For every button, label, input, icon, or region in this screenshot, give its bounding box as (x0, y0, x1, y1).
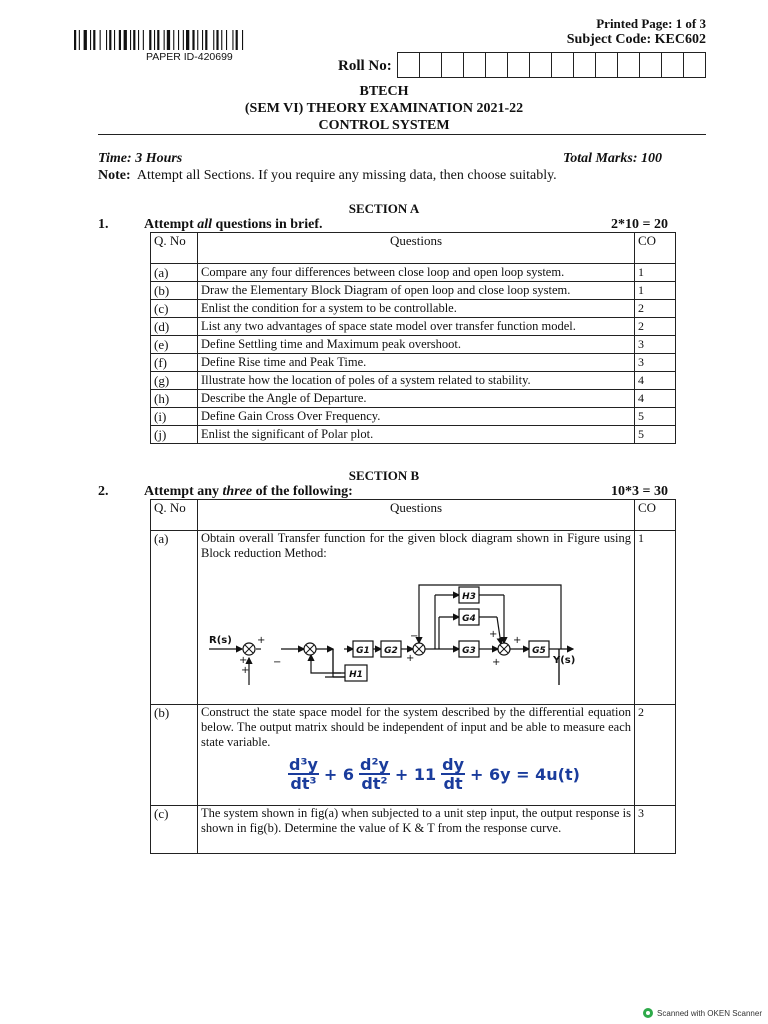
numerator: d³y (289, 755, 318, 774)
question-text: Define Rise time and Peak Time. (198, 354, 635, 372)
table-row (151, 282, 676, 300)
header-divider (98, 134, 706, 135)
table-row (151, 336, 676, 354)
scanner-text: Scanned with OKEN Scanner (657, 1008, 762, 1018)
question-co: 5 (635, 408, 676, 426)
sign: − (410, 631, 419, 642)
question-no: (c) (151, 806, 198, 854)
question-no: (i) (151, 408, 198, 426)
operator: + 11 (394, 764, 437, 784)
denominator: dt² (361, 774, 388, 793)
note-text: Attempt all Sections. If you require any missing data, then choose suitably. (136, 168, 557, 183)
block-g4: G4 (462, 614, 476, 624)
question-no: (h) (151, 390, 198, 408)
block-g2: G2 (384, 646, 398, 656)
question-text: Construct the state space model for the system described by the differential equation below. The output matrix should be independent of input and be able to measure each state variable. (201, 705, 631, 749)
operator: + 6 (323, 764, 354, 784)
question-co: 1 (635, 282, 676, 300)
table-row (151, 531, 676, 705)
question-2-marks: 10*3 = 30 (611, 484, 668, 499)
section-a-title: SECTION A (348, 201, 420, 216)
question-no: (f) (151, 354, 198, 372)
col-header-questions: Questions (198, 500, 635, 531)
paper-id: PAPER ID-420699 (146, 51, 233, 63)
question-1-marks: 2*10 = 20 (611, 217, 668, 232)
heading-text: of the following: (252, 484, 353, 499)
question-2-heading (144, 484, 353, 500)
col-header-questions: Questions (198, 233, 635, 264)
section-a-table (150, 232, 676, 444)
numerator: dy (442, 755, 465, 774)
roll-no-boxes[interactable] (398, 52, 706, 78)
roll-no-label: Roll No: (338, 58, 392, 74)
col-header-co: CO (635, 233, 676, 264)
roll-no-box[interactable] (419, 52, 442, 78)
subject-title: CONTROL SYSTEM (318, 118, 450, 133)
question-text: Obtain overall Transfer function for the given block diagram shown in Figure using Block reduction Method: (201, 531, 631, 560)
sign: + (406, 653, 415, 664)
differential-equation (286, 756, 631, 792)
roll-no-box[interactable] (551, 52, 574, 78)
question-co: 3 (635, 806, 676, 854)
heading-text: Attempt any (144, 484, 223, 499)
question-text: Draw the Elementary Block Diagram of open loop and close loop system. (198, 282, 635, 300)
heading-text: questions in brief. (212, 217, 323, 232)
subject-code: Subject Code: KEC602 (566, 32, 706, 47)
section-b-table (150, 499, 676, 854)
fraction (359, 756, 390, 792)
diagram-output-label: Y(s) (553, 655, 576, 666)
roll-no-box[interactable] (529, 52, 552, 78)
table-row (151, 408, 676, 426)
table-row (151, 806, 676, 854)
question-cell (198, 705, 635, 806)
note-line (98, 168, 557, 184)
barcode-image (74, 30, 300, 50)
block-g1: G1 (356, 646, 370, 656)
question-no: (d) (151, 318, 198, 336)
diagram-input-label: R(s) (209, 635, 232, 646)
question-no: (a) (151, 264, 198, 282)
roll-no-box[interactable] (573, 52, 596, 78)
roll-no-box[interactable] (441, 52, 464, 78)
table-row (151, 372, 676, 390)
col-header-no: Q. No (151, 233, 198, 264)
numerator: d²y (360, 755, 389, 774)
block-g5: G5 (532, 646, 546, 656)
roll-no-box[interactable] (617, 52, 640, 78)
question-co: 2 (635, 318, 676, 336)
sign: + (489, 629, 498, 640)
question-no: (j) (151, 426, 198, 444)
question-1-heading (144, 217, 323, 233)
roll-no-box[interactable] (639, 52, 662, 78)
question-co: 2 (635, 300, 676, 318)
table-row (151, 300, 676, 318)
question-co: 5 (635, 426, 676, 444)
fraction (288, 756, 319, 792)
exam-title: (SEM VI) THEORY EXAMINATION 2021-22 (244, 101, 524, 116)
question-text: The system shown in fig(a) when subjected to a unit step input, the output response is shown in fig(b). Determine the value of K & T from the response curve. (201, 806, 631, 835)
scanner-logo-icon (643, 1008, 653, 1018)
col-header-co: CO (635, 500, 676, 531)
question-co: 2 (635, 705, 676, 806)
question-text: Define Gain Cross Over Frequency. (198, 408, 635, 426)
program-title: BTECH (359, 84, 409, 99)
sign: − (273, 657, 282, 668)
roll-no-box[interactable] (463, 52, 486, 78)
operator: + 6y = 4u(t) (470, 764, 580, 784)
question-no: (b) (151, 705, 198, 806)
question-cell (198, 531, 635, 705)
table-row (151, 318, 676, 336)
block-diagram (201, 565, 621, 685)
heading-emphasis: three (222, 484, 253, 499)
question-text: Illustrate how the location of poles of a system related to stability. (198, 372, 635, 390)
block-g3: G3 (462, 646, 476, 656)
table-row (151, 705, 676, 806)
question-co: 1 (635, 264, 676, 282)
heading-emphasis: all (197, 217, 213, 232)
question-text: Compare any four differences between close loop and open loop system. (198, 264, 635, 282)
roll-no-box[interactable] (397, 52, 420, 78)
sign: + (492, 657, 501, 668)
question-co: 4 (635, 390, 676, 408)
question-co: 3 (635, 354, 676, 372)
table-row (151, 264, 676, 282)
sign: + (257, 635, 266, 646)
sign: + (241, 665, 250, 676)
heading-text: Attempt (144, 217, 198, 232)
sign: + (239, 655, 248, 666)
question-text: Enlist the significant of Polar plot. (198, 426, 635, 444)
table-row (151, 426, 676, 444)
section-b-title: SECTION B (348, 468, 420, 483)
question-text: Describe the Angle of Departure. (198, 390, 635, 408)
question-2-number: 2. (98, 484, 109, 499)
question-co: 1 (635, 531, 676, 705)
roll-no-box[interactable] (595, 52, 618, 78)
question-no: (a) (151, 531, 198, 705)
time-label: Time: 3 Hours (98, 151, 183, 166)
note-label: Note: (98, 168, 131, 183)
denominator: dt (443, 774, 463, 793)
sign: + (513, 635, 522, 646)
denominator: dt³ (290, 774, 317, 793)
question-cell (198, 806, 635, 854)
roll-no-box[interactable] (507, 52, 530, 78)
table-row (151, 390, 676, 408)
question-1-number: 1. (98, 217, 109, 232)
question-no: (e) (151, 336, 198, 354)
table-row (151, 354, 676, 372)
col-header-no: Q. No (151, 500, 198, 531)
printed-page: Printed Page: 1 of 3 (596, 16, 706, 31)
question-no: (c) (151, 300, 198, 318)
question-no: (g) (151, 372, 198, 390)
block-h1: H1 (349, 670, 363, 680)
question-text: Define Settling time and Maximum peak overshoot. (198, 336, 635, 354)
question-text: List any two advantages of space state model over transfer function model. (198, 318, 635, 336)
fraction (441, 756, 465, 792)
block-h3: H3 (462, 592, 476, 602)
roll-no-box[interactable] (485, 52, 508, 78)
total-marks: Total Marks: 100 (562, 151, 662, 166)
question-co: 3 (635, 336, 676, 354)
roll-no-box[interactable] (683, 52, 706, 78)
roll-no-box[interactable] (661, 52, 684, 78)
question-co: 4 (635, 372, 676, 390)
question-text: Enlist the condition for a system to be controllable. (198, 300, 635, 318)
question-no: (b) (151, 282, 198, 300)
scanner-watermark (643, 1008, 762, 1018)
